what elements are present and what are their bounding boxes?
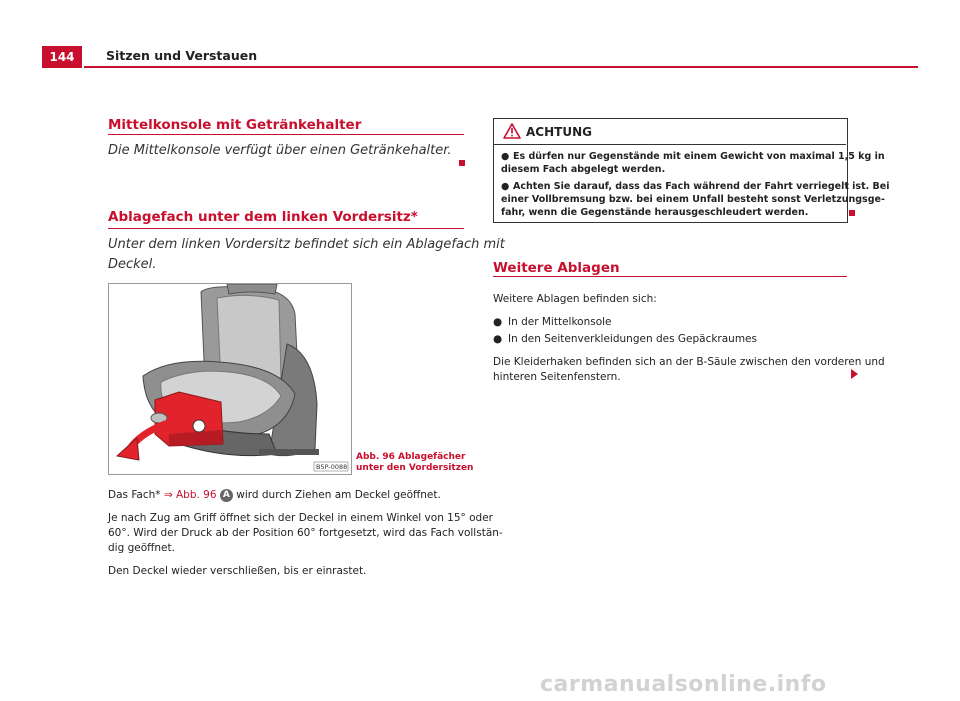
intro-underseat-line1: Unter dem linken Vordersitz befindet sich ein Ablagefach mit xyxy=(108,237,505,252)
intro-underseat-line2: Deckel. xyxy=(108,257,157,272)
paragraph-close-tray: Den Deckel wieder verschließen, bis er einrastet. xyxy=(108,565,367,577)
section-end-marker xyxy=(459,160,465,166)
heading-rule xyxy=(108,134,464,135)
list-bullet: ● xyxy=(493,333,503,345)
heading-center-console: Mittelkonsole mit Getränkehalter xyxy=(108,117,362,133)
figure-caption-line2: unter den Vordersitzen xyxy=(356,463,474,473)
more-storage-para-line2: hinteren Seitenfenstern. xyxy=(493,371,621,383)
marker-a: A xyxy=(220,489,233,502)
more-storage-para-line1: Die Kleiderhaken befinden sich an der B-Säule zwischen den vorderen und xyxy=(493,356,885,368)
warning-bullet: ● xyxy=(501,151,510,162)
seat-illustration xyxy=(109,284,351,474)
warning-icon xyxy=(503,123,521,143)
paragraph-text: wird durch Ziehen am Deckel geöffnet. xyxy=(232,489,441,501)
header-rule xyxy=(84,66,918,68)
paragraph-angle-line1: Je nach Zug am Griff öffnet sich der Deckel in einem Winkel von 15° oder xyxy=(108,512,493,524)
warning-item1-line1: Es dürfen nur Gegenstände mit einem Gewicht von maximal 1,5 kg in xyxy=(513,151,885,162)
list-bullet: ● xyxy=(493,316,503,328)
intro-center-console: Die Mittelkonsole verfügt über einen Getränkehalter. xyxy=(108,143,452,158)
heading-more-storage: Weitere Ablagen xyxy=(493,260,620,276)
chapter-title: Sitzen und Verstauen xyxy=(106,48,258,63)
warning-item1-line2: diesem Fach abgelegt werden. xyxy=(501,164,666,175)
warning-item2-line2: einer Vollbremsung bzw. bei einem Unfall besteht sonst Verletzungsge- xyxy=(501,194,885,205)
page-number: 144 xyxy=(42,46,82,68)
warning-item2-line1: Achten Sie darauf, dass das Fach während der Fahrt verriegelt ist. Bei xyxy=(513,181,890,192)
figure-code: B5P-0088 xyxy=(316,463,348,471)
figure-caption-line1: Abb. 96 Ablagefächer xyxy=(356,452,466,462)
paragraph-angle-line2: 60°. Wird der Druck ab der Position 60° fortgesetzt, wird das Fach vollstän- xyxy=(108,527,503,539)
seat-figure xyxy=(108,283,352,475)
heading-rule xyxy=(108,228,464,229)
list-item: In den Seitenverkleidungen des Gepäckraumes xyxy=(508,333,757,345)
paragraph-angle-line3: dig geöffnet. xyxy=(108,542,175,554)
heading-rule xyxy=(493,276,847,277)
warning-title: ACHTUNG xyxy=(526,125,592,139)
continue-arrow-icon xyxy=(851,369,858,379)
warning-bullet: ● xyxy=(501,181,510,192)
section-end-marker xyxy=(849,210,855,216)
figure-reference-link[interactable]: ⇒ Abb. 96 xyxy=(163,489,217,501)
more-storage-lead: Weitere Ablagen befinden sich: xyxy=(493,293,657,305)
paragraph-open-tray xyxy=(108,488,441,503)
paragraph-text: Das Fach* xyxy=(108,489,164,501)
watermark: carmanualsonline.info xyxy=(540,672,827,697)
heading-underseat-tray: Ablagefach unter dem linken Vordersitz* xyxy=(108,209,418,225)
warning-item2-line3: fahr, wenn die Gegenstände herausgeschleudert werden. xyxy=(501,207,809,218)
list-item: In der Mittelkonsole xyxy=(508,316,612,328)
